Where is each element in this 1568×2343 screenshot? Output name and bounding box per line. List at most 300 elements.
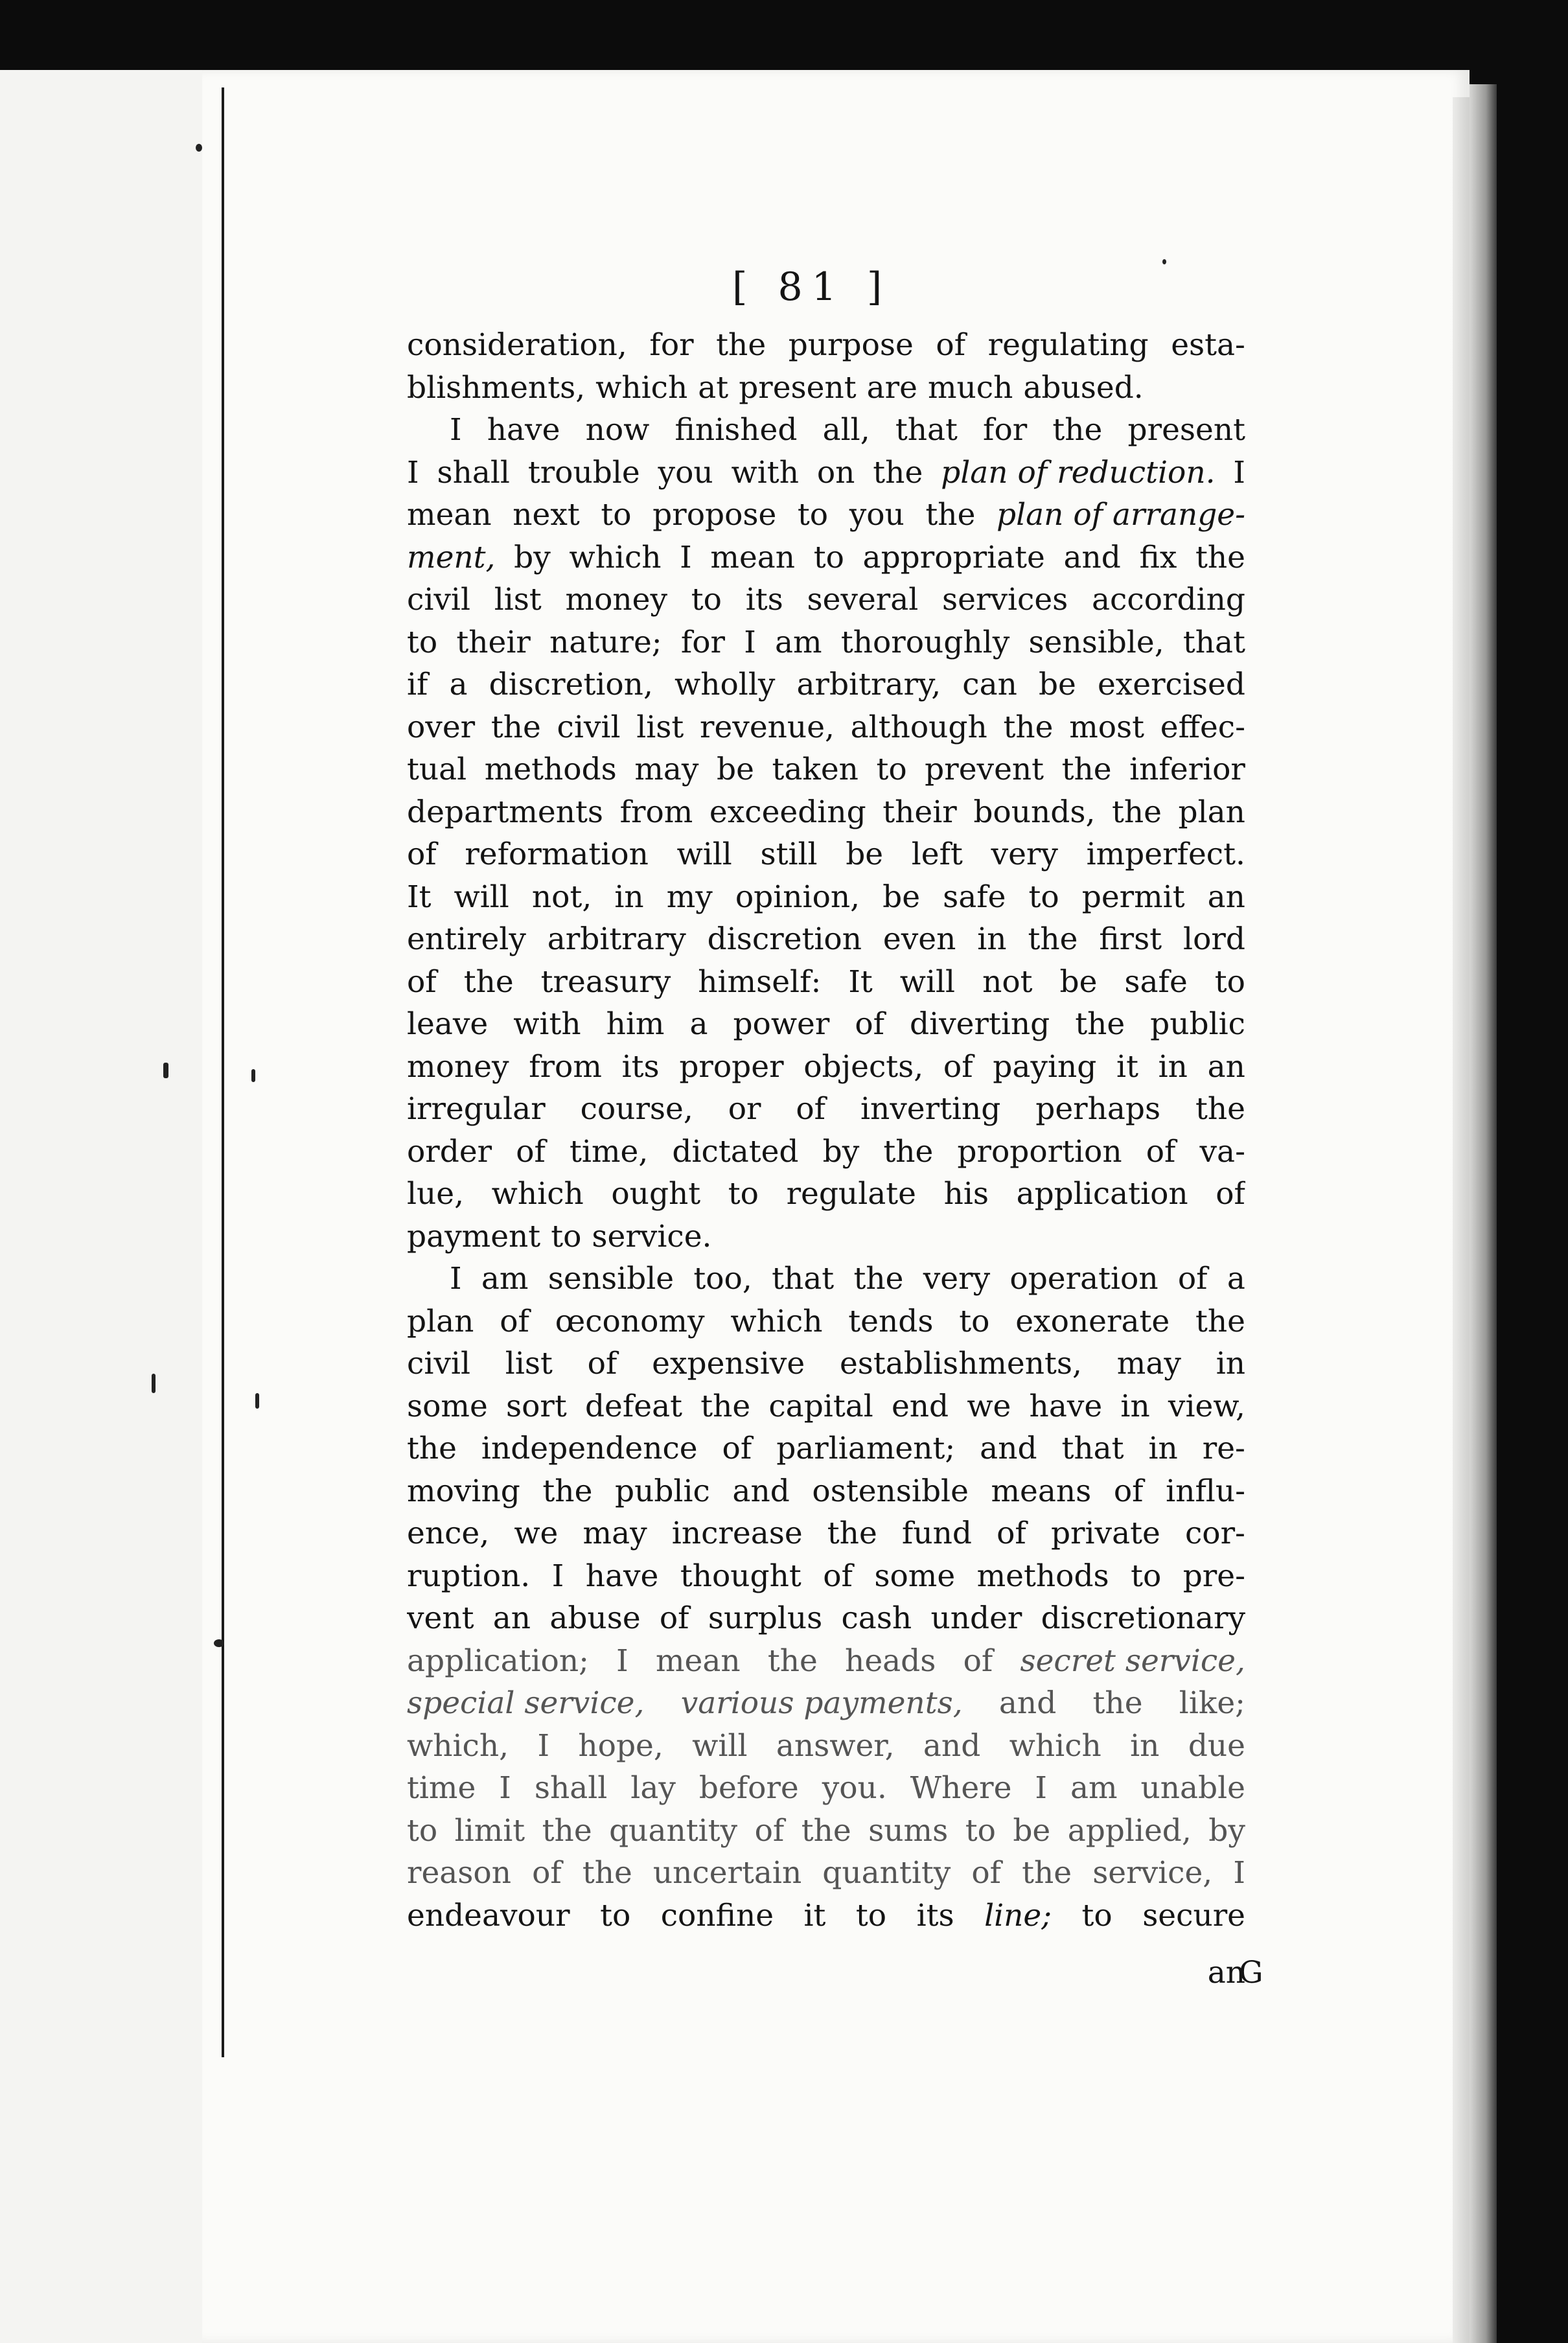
word: if (407, 667, 428, 702)
word: to (1028, 879, 1059, 915)
word: I (1233, 454, 1245, 491)
word: nature; (549, 624, 662, 660)
word: imperfect. (1086, 837, 1245, 872)
word: time (407, 1770, 476, 1806)
word: treasury (540, 964, 671, 1000)
text-line (407, 452, 1245, 494)
word: opinion, (735, 879, 860, 915)
word: to (407, 1812, 438, 1849)
word: view, (1168, 1388, 1245, 1424)
word: for (680, 624, 726, 660)
word: an (492, 1600, 531, 1636)
word: sensible (548, 1261, 674, 1297)
word: due (1188, 1727, 1245, 1764)
word: power (733, 1006, 830, 1042)
word: much (927, 369, 1013, 406)
word: may (634, 752, 699, 787)
word: it (803, 1897, 826, 1933)
word: public (1150, 1006, 1245, 1042)
text-line (407, 1470, 1245, 1513)
word: a (1227, 1261, 1245, 1297)
word: very (923, 1261, 991, 1297)
word: will (692, 1727, 748, 1764)
word: of (823, 1558, 853, 1594)
word: discretion, (489, 667, 653, 702)
word: arbitrary, (796, 667, 941, 702)
word: œconomy (555, 1303, 705, 1339)
word: in (1130, 1727, 1160, 1764)
spine-gutter-line (222, 87, 224, 2057)
word: which, (407, 1727, 509, 1764)
word: expensive (652, 1346, 805, 1381)
word: not, (531, 879, 592, 915)
word: have (487, 412, 560, 448)
ink-speck (251, 1069, 255, 1082)
word: of (796, 1091, 826, 1127)
word: the (1052, 412, 1103, 448)
word: of (971, 1855, 1002, 1891)
word: civil (407, 1346, 470, 1381)
word: the (925, 497, 976, 533)
text-line (407, 1640, 1245, 1683)
word: the (1075, 1006, 1125, 1042)
word: quantity (822, 1855, 951, 1891)
text-line (407, 1895, 1245, 1937)
word: ment, (407, 539, 496, 575)
word: the (1195, 1303, 1245, 1339)
word: be (846, 837, 884, 872)
word: methods (976, 1558, 1109, 1594)
word: for (649, 327, 694, 363)
word: according (1092, 582, 1245, 617)
word: to (728, 1176, 759, 1212)
word: to (1131, 1558, 1162, 1594)
word: the (873, 454, 923, 491)
word: of (943, 1048, 973, 1085)
word: next (513, 497, 580, 533)
text-line (407, 1216, 1245, 1258)
word: that (895, 412, 958, 448)
word: It (848, 964, 873, 1000)
word: of (1113, 1473, 1144, 1509)
word: re- (1202, 1431, 1245, 1466)
word: paying (993, 1048, 1097, 1085)
word: his (943, 1176, 989, 1212)
word: in (977, 921, 1007, 957)
word: leave (407, 1006, 489, 1042)
word: trouble (527, 454, 640, 491)
word: that (1061, 1431, 1124, 1466)
word: I (551, 1558, 564, 1594)
word: reformation (465, 837, 649, 872)
word: civil (407, 582, 470, 617)
text-line (407, 748, 1245, 791)
word: that (772, 1261, 835, 1297)
word: or (728, 1091, 761, 1127)
word: which (491, 1176, 584, 1212)
word: thought (680, 1558, 801, 1594)
word: hope, (578, 1727, 663, 1764)
word: cash (841, 1600, 912, 1636)
word: in (1148, 1431, 1178, 1466)
word: I (537, 1727, 550, 1764)
word: which (595, 369, 688, 406)
word: appropriate (862, 539, 1045, 575)
word: the (1195, 539, 1245, 575)
word: you. (822, 1770, 887, 1806)
word: sensible, (1028, 624, 1164, 660)
word: objects, (803, 1048, 924, 1085)
word: regulate (786, 1176, 916, 1212)
body-text (407, 324, 1245, 2002)
word: will (899, 964, 956, 1000)
text-line (407, 1512, 1245, 1555)
word: may (582, 1516, 647, 1551)
word: time, (570, 1133, 649, 1170)
word: of (1177, 1261, 1208, 1297)
word: I (1233, 1855, 1245, 1891)
word: plan of reduction. (941, 454, 1216, 491)
word: be (717, 752, 754, 787)
word: of (516, 1133, 546, 1170)
word: the (542, 1812, 592, 1849)
word: at (698, 369, 729, 406)
ink-speck (255, 1393, 259, 1409)
word: be (882, 879, 921, 915)
word: ruption. (407, 1558, 531, 1594)
text-line (407, 961, 1245, 1004)
word: its (621, 1048, 660, 1085)
word: with (513, 1006, 581, 1042)
word: of (587, 1346, 617, 1381)
word: may (1116, 1346, 1181, 1381)
word: ought (611, 1176, 701, 1212)
word: a (449, 667, 468, 702)
text-line (407, 494, 1245, 537)
word: applied, (1067, 1812, 1192, 1849)
word: I (450, 412, 462, 448)
word: fix (1139, 539, 1177, 575)
word: which (730, 1303, 823, 1339)
word: my (666, 879, 713, 915)
word: plan of arrange- (996, 497, 1245, 533)
word: of (500, 1303, 529, 1339)
word: have (585, 1558, 659, 1594)
word: not (982, 964, 1033, 1000)
word: an (1207, 879, 1245, 915)
text-line (407, 1046, 1245, 1089)
word: and (1063, 539, 1121, 575)
word: present (739, 369, 857, 406)
word: the (582, 1855, 632, 1891)
ink-speck (196, 144, 202, 152)
word: money (565, 582, 668, 617)
word: its (745, 582, 783, 617)
word: the (1003, 709, 1054, 745)
word: lay (630, 1770, 676, 1806)
word: before (698, 1770, 799, 1806)
word: the (801, 1812, 851, 1849)
word: in (1120, 1388, 1150, 1424)
text-line (407, 1343, 1245, 1385)
word: which (569, 539, 662, 575)
word: of (997, 1516, 1026, 1551)
word: the (1195, 1091, 1245, 1127)
word: to (600, 1897, 631, 1933)
text-line (407, 324, 1245, 367)
word: the (490, 709, 541, 745)
word: dictated (672, 1133, 799, 1170)
word: irregular (407, 1091, 546, 1127)
word: confine (660, 1897, 774, 1933)
text-line (407, 1682, 1245, 1725)
word: shall (534, 1770, 608, 1806)
word: abused. (1023, 369, 1144, 406)
word: inferior (1129, 752, 1245, 787)
word: I (407, 454, 419, 491)
word: in (1216, 1346, 1245, 1381)
word: to (1214, 964, 1245, 1000)
word: inverting (860, 1091, 1001, 1127)
word: to (1081, 1897, 1113, 1933)
word: revenue, (700, 709, 835, 745)
word: blishments, (407, 369, 586, 406)
word: the (1061, 752, 1112, 787)
word: mean (710, 539, 796, 575)
word: application; (407, 1643, 589, 1679)
word: answer, (776, 1727, 895, 1764)
word: course, (580, 1091, 693, 1127)
ink-speck (163, 1063, 168, 1078)
word: mean (655, 1643, 741, 1679)
word: parliament; (776, 1431, 956, 1466)
word: from (619, 794, 693, 830)
word: an (1207, 1048, 1245, 1085)
word: from (529, 1048, 602, 1085)
word: the (853, 1261, 904, 1297)
word: tends (848, 1303, 934, 1339)
word: of (722, 1431, 752, 1466)
word: proportion (957, 1133, 1122, 1170)
catchword: an (1207, 1955, 1245, 1991)
word: purpose (788, 327, 914, 363)
word: service. (592, 1218, 712, 1254)
text-line (407, 1427, 1245, 1470)
word: a (689, 1006, 708, 1042)
word: am (481, 1261, 529, 1297)
word: with (731, 454, 799, 491)
word: to (407, 624, 438, 660)
word: thoroughly (840, 624, 1010, 660)
word: left (911, 837, 963, 872)
word: the (700, 1388, 751, 1424)
text-line (407, 876, 1245, 919)
word: special service, (407, 1685, 645, 1721)
word: to (797, 497, 829, 533)
word: quantity (609, 1812, 738, 1849)
word: although (850, 709, 987, 745)
text-line (407, 1725, 1245, 1768)
word: order (407, 1133, 492, 1170)
word: fund (901, 1516, 972, 1551)
text-line (407, 1300, 1245, 1343)
word: like; (1179, 1685, 1245, 1721)
word: I (1035, 1770, 1047, 1806)
word: and (732, 1473, 790, 1509)
text-line (407, 918, 1245, 961)
word: list (636, 709, 684, 745)
word: by (514, 539, 551, 575)
word: list (494, 582, 542, 617)
word: tual (407, 752, 467, 787)
word: discretionary (1041, 1600, 1245, 1636)
word: am (1070, 1770, 1118, 1806)
word: we (967, 1388, 1011, 1424)
word: the (1022, 1855, 1072, 1891)
word: lord (1183, 921, 1245, 957)
word: sums (868, 1812, 949, 1849)
word: and (923, 1727, 981, 1764)
word: the (767, 1643, 818, 1679)
text-line (407, 1767, 1245, 1810)
ink-speck (214, 1639, 224, 1647)
text-line (407, 1088, 1245, 1131)
word: esta- (1171, 327, 1245, 363)
word: methods (484, 752, 617, 787)
word: plan (1178, 794, 1245, 830)
word: and (998, 1685, 1057, 1721)
word: the (407, 1431, 457, 1466)
word: increase (671, 1516, 803, 1551)
page-edge (1453, 97, 1470, 2343)
word: can (962, 667, 1017, 702)
word: am (775, 624, 822, 660)
word: in (1158, 1048, 1188, 1085)
word: their (456, 624, 531, 660)
word: unable (1140, 1770, 1245, 1806)
text-line (407, 706, 1245, 749)
word: to (601, 497, 632, 533)
word: himself: (698, 964, 822, 1000)
word: public (614, 1473, 710, 1509)
word: of (963, 1643, 993, 1679)
word: to (551, 1218, 582, 1254)
word: Where (910, 1770, 1012, 1806)
word: to (965, 1812, 996, 1849)
word: most (1069, 709, 1145, 745)
word: in (614, 879, 644, 915)
word: to (813, 539, 844, 575)
word: lue, (407, 1176, 465, 1212)
word: pre- (1182, 1558, 1245, 1594)
text-line (407, 1385, 1245, 1428)
word: civil (557, 709, 621, 745)
word: end (891, 1388, 949, 1424)
word: which (1009, 1727, 1101, 1764)
word: regulating (987, 327, 1149, 363)
word: their (882, 794, 957, 830)
word: the (827, 1516, 877, 1551)
page-edge-shadow (1470, 84, 1497, 2343)
word: cor- (1184, 1516, 1245, 1551)
word: effec- (1160, 709, 1245, 745)
word: are (866, 369, 917, 406)
word: its (916, 1897, 954, 1933)
word: uncertain (652, 1855, 802, 1891)
ink-speck (1162, 259, 1166, 264)
word: defeat (584, 1388, 682, 1424)
word: to (691, 582, 722, 617)
word: him (606, 1006, 665, 1042)
word: limit (454, 1812, 525, 1849)
word: the (1028, 921, 1078, 957)
text-line (407, 409, 1245, 452)
word: I (744, 624, 756, 660)
word: to (855, 1897, 887, 1933)
word: surplus (708, 1600, 823, 1636)
signature-mark: G (1239, 1955, 1263, 1991)
word: the (1111, 794, 1162, 830)
word: too, (693, 1261, 752, 1297)
word: be (1013, 1812, 1051, 1849)
word: ostensible (812, 1473, 969, 1509)
word: to (959, 1303, 990, 1339)
word: of (1146, 1133, 1176, 1170)
word: exonerate (1015, 1303, 1170, 1339)
word: you (658, 454, 713, 491)
word: prevent (925, 752, 1044, 787)
word: the (463, 964, 514, 1000)
text-line (407, 791, 1245, 834)
word: over (407, 709, 476, 745)
word: establishments, (839, 1346, 1082, 1381)
word: and (980, 1431, 1037, 1466)
word: capital (768, 1388, 873, 1424)
word: money (407, 1048, 509, 1085)
text-line (407, 1131, 1245, 1173)
word: by (1208, 1812, 1245, 1849)
word: finished (674, 412, 798, 448)
word: propose (652, 497, 777, 533)
word: will (676, 837, 732, 872)
word: services (942, 582, 1068, 617)
ink-speck (152, 1374, 156, 1393)
word: the (883, 1133, 934, 1170)
word: of (754, 1812, 785, 1849)
word: first (1099, 921, 1162, 957)
word: of (407, 964, 437, 1000)
word: be (1059, 964, 1098, 1000)
word: endeavour (407, 1897, 570, 1933)
word: of (1216, 1176, 1245, 1212)
word: I (616, 1643, 628, 1679)
word: taken (772, 752, 859, 787)
word: even (882, 921, 956, 957)
word: It (407, 879, 432, 915)
word: ence, (407, 1516, 490, 1551)
word: line; (984, 1897, 1052, 1933)
word: vent (407, 1600, 474, 1636)
word: payment (407, 1218, 541, 1254)
word: that (1182, 624, 1245, 660)
word: plan (407, 1303, 474, 1339)
word: very (991, 837, 1058, 872)
word: some (874, 1558, 956, 1594)
text-line (407, 537, 1245, 579)
word: present (1127, 412, 1245, 448)
word: list (505, 1346, 553, 1381)
word: proper (679, 1048, 784, 1085)
